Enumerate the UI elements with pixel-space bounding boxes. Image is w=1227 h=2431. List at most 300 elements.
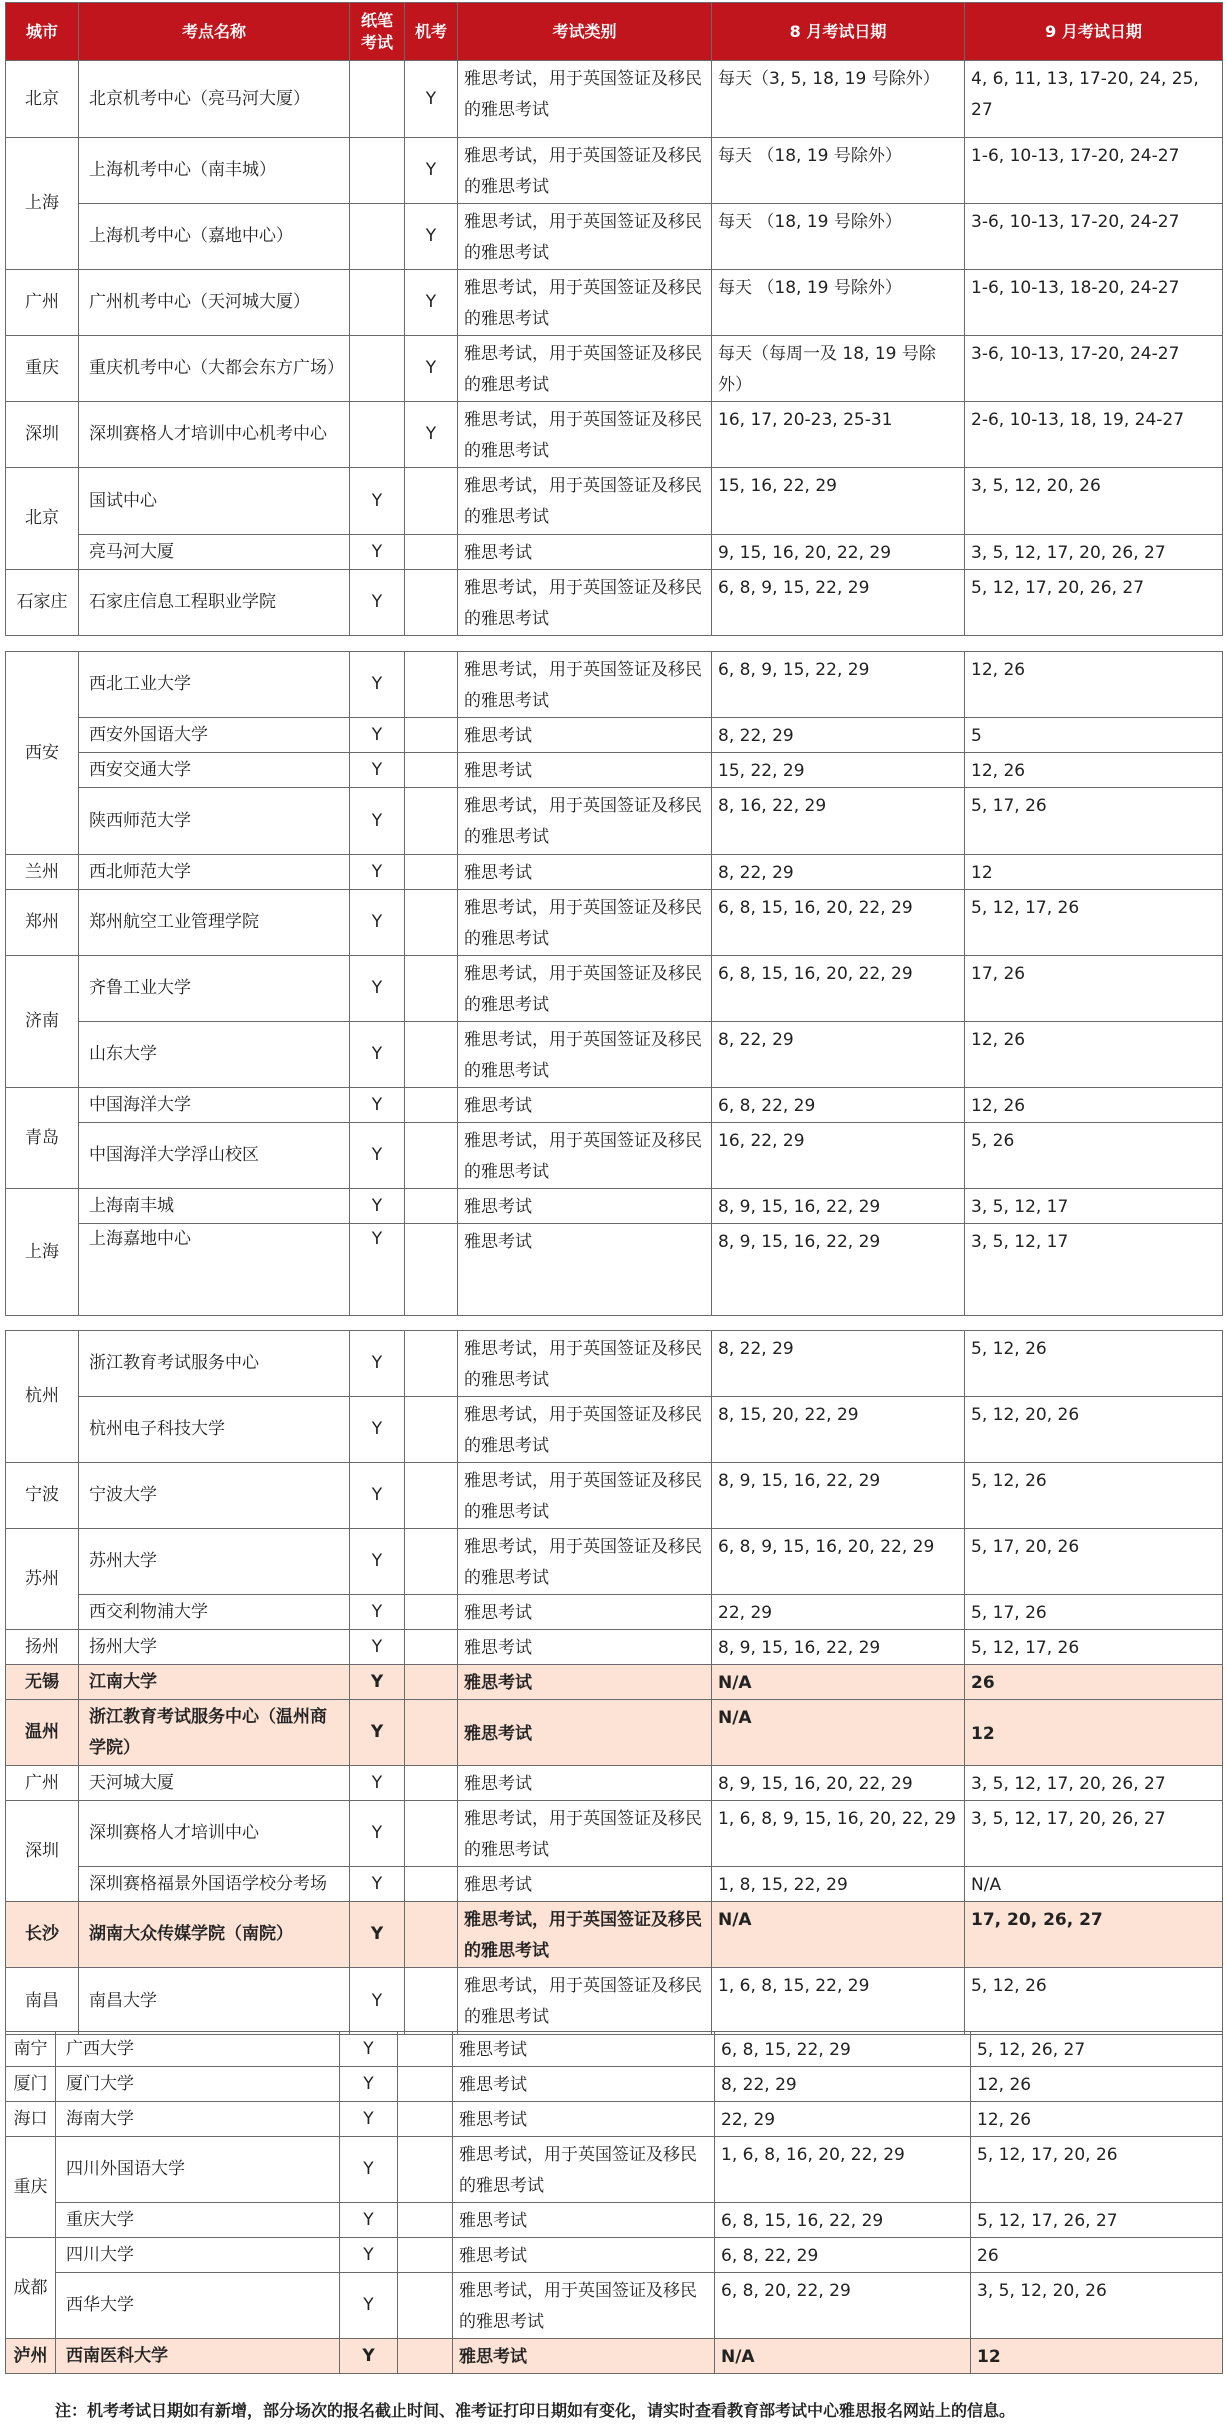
paper-cell: Y	[350, 1224, 405, 1316]
table-row	[6, 788, 1223, 855]
aug-cell: 每天（3, 5, 18, 19 号除外）	[712, 61, 965, 138]
type-cell: 雅思考试，用于英国签证及移民的雅思考试	[458, 1968, 712, 2035]
computer-cell	[405, 1902, 458, 1968]
paper-cell: Y	[350, 1968, 405, 2035]
paper-cell	[350, 204, 405, 270]
table-row	[6, 1801, 1223, 1867]
table-row	[6, 1463, 1223, 1529]
aug-cell: 8, 9, 15, 16, 22, 29	[712, 1463, 965, 1529]
sep-cell: 12, 26	[965, 1022, 1223, 1088]
paper-cell: Y	[350, 1397, 405, 1463]
computer-cell	[398, 2032, 453, 2067]
footnote: 注：机考考试日期如有新增，部分场次的报名截止时间、准考证打印日期如有变化，请实时查看教育部考试中心雅思报名网站上的信息。	[55, 2401, 1016, 2420]
table-row	[6, 1022, 1223, 1088]
city-cell: 青岛	[6, 1088, 79, 1189]
center-cell: 陕西师范大学	[79, 788, 350, 855]
aug-cell: N/A	[712, 1902, 965, 1968]
sep-cell: 26	[971, 2238, 1223, 2273]
paper-cell: Y	[350, 1867, 405, 1902]
center-cell: 江南大学	[79, 1665, 350, 1700]
table-row	[6, 1700, 1223, 1766]
city-cell: 北京	[6, 61, 79, 138]
table-row	[6, 1968, 1223, 2035]
header-city: 城市	[6, 3, 79, 61]
center-cell: 上海嘉地中心	[79, 1224, 350, 1316]
exam-table-block-1	[5, 2, 1222, 636]
table-row	[6, 1766, 1223, 1801]
city-cell: 厦门	[6, 2067, 56, 2102]
city-cell: 深圳	[6, 1801, 79, 1902]
computer-cell	[405, 1463, 458, 1529]
paper-cell: Y	[350, 855, 405, 890]
table-row	[6, 1665, 1223, 1700]
table-row	[6, 1189, 1223, 1224]
sep-cell: 5, 12, 17, 26	[965, 1630, 1223, 1665]
aug-cell: 8, 9, 15, 16, 22, 29	[712, 1224, 965, 1316]
center-cell: 中国海洋大学	[79, 1088, 350, 1123]
type-cell: 雅思考试	[458, 1088, 712, 1123]
type-cell: 雅思考试	[453, 2339, 715, 2374]
paper-cell: Y	[350, 1123, 405, 1189]
city-cell: 扬州	[6, 1630, 79, 1665]
type-cell: 雅思考试	[453, 2238, 715, 2273]
type-cell: 雅思考试	[458, 1700, 712, 1766]
sep-cell: 5, 12, 17, 26	[965, 890, 1223, 956]
center-cell: 扬州大学	[79, 1630, 350, 1665]
table-row	[6, 61, 1223, 138]
city-cell: 广州	[6, 270, 79, 336]
type-cell: 雅思考试	[458, 535, 712, 570]
center-cell: 石家庄信息工程职业学院	[79, 570, 350, 636]
center-cell: 西交利物浦大学	[79, 1595, 350, 1630]
center-cell: 深圳赛格人才培训中心	[79, 1801, 350, 1867]
computer-cell	[405, 788, 458, 855]
computer-cell	[405, 1801, 458, 1867]
computer-cell: Y	[405, 336, 458, 402]
city-cell: 宁波	[6, 1463, 79, 1529]
computer-cell	[405, 1123, 458, 1189]
center-cell: 西安外国语大学	[79, 718, 350, 753]
paper-cell: Y	[350, 718, 405, 753]
paper-cell: Y	[350, 956, 405, 1022]
computer-cell: Y	[405, 270, 458, 336]
city-cell: 济南	[6, 956, 79, 1088]
paper-cell: Y	[350, 1665, 405, 1700]
computer-cell: Y	[405, 204, 458, 270]
computer-cell	[405, 1665, 458, 1700]
type-cell: 雅思考试，用于英国签证及移民的雅思考试	[458, 788, 712, 855]
exam-table-block-2	[5, 651, 1222, 1316]
sep-cell: 12, 26	[965, 753, 1223, 788]
center-cell: 西南医科大学	[56, 2339, 340, 2374]
paper-cell: Y	[350, 1595, 405, 1630]
paper-cell	[350, 138, 405, 204]
paper-cell: Y	[350, 1022, 405, 1088]
computer-cell	[405, 1630, 458, 1665]
table-row	[6, 402, 1223, 468]
aug-cell: 8, 22, 29	[712, 718, 965, 753]
header-aug: 8 月考试日期	[712, 3, 965, 61]
center-cell: 深圳赛格福景外国语学校分考场	[79, 1867, 350, 1902]
paper-cell: Y	[350, 1529, 405, 1595]
sep-cell: 5, 17, 20, 26	[965, 1529, 1223, 1595]
paper-cell: Y	[350, 788, 405, 855]
aug-cell: 8, 9, 15, 16, 22, 29	[712, 1189, 965, 1224]
city-cell: 兰州	[6, 855, 79, 890]
paper-cell: Y	[350, 1088, 405, 1123]
center-cell: 国试中心	[79, 468, 350, 535]
aug-cell: 每天 （18, 19 号除外）	[712, 138, 965, 204]
table-row	[6, 2102, 1223, 2137]
aug-cell: 6, 8, 15, 16, 20, 22, 29	[712, 890, 965, 956]
type-cell: 雅思考试，用于英国签证及移民的雅思考试	[458, 1801, 712, 1867]
table-row	[6, 2067, 1223, 2102]
center-cell: 齐鲁工业大学	[79, 956, 350, 1022]
center-cell: 郑州航空工业管理学院	[79, 890, 350, 956]
type-cell: 雅思考试，用于英国签证及移民的雅思考试	[453, 2273, 715, 2339]
sep-cell: 12	[965, 855, 1223, 890]
type-cell: 雅思考试，用于英国签证及移民的雅思考试	[458, 270, 712, 336]
sep-cell: 3, 5, 12, 17, 20, 26, 27	[965, 1801, 1223, 1867]
aug-cell: 每天 （18, 19 号除外）	[712, 204, 965, 270]
type-cell: 雅思考试，用于英国签证及移民的雅思考试	[458, 402, 712, 468]
table-row	[6, 2339, 1223, 2374]
center-cell: 西华大学	[56, 2273, 340, 2339]
computer-cell: Y	[405, 61, 458, 138]
header-sep: 9 月考试日期	[965, 3, 1223, 61]
paper-cell: Y	[350, 1189, 405, 1224]
sep-cell: 26	[965, 1665, 1223, 1700]
sep-cell: 5, 12, 17, 26, 27	[971, 2203, 1223, 2238]
aug-cell: 6, 8, 22, 29	[715, 2238, 971, 2273]
sep-cell: 3, 5, 12, 17	[965, 1189, 1223, 1224]
computer-cell	[398, 2273, 453, 2339]
center-cell: 上海机考中心（南丰城）	[79, 138, 350, 204]
center-cell: 上海机考中心（嘉地中心）	[79, 204, 350, 270]
exam-table	[5, 1330, 1223, 2035]
paper-cell: Y	[350, 1902, 405, 1968]
aug-cell: 6, 8, 15, 22, 29	[715, 2032, 971, 2067]
city-cell: 郑州	[6, 890, 79, 956]
sep-cell: 3-6, 10-13, 17-20, 24-27	[965, 336, 1223, 402]
type-cell: 雅思考试	[458, 1630, 712, 1665]
aug-cell: 16, 17, 20-23, 25-31	[712, 402, 965, 468]
aug-cell: 8, 22, 29	[712, 855, 965, 890]
table-row	[6, 652, 1223, 718]
aug-cell: N/A	[712, 1665, 965, 1700]
computer-cell	[405, 1088, 458, 1123]
sep-cell: 3, 5, 12, 20, 26	[971, 2273, 1223, 2339]
paper-cell: Y	[350, 468, 405, 535]
paper-cell	[350, 336, 405, 402]
sep-cell: 3, 5, 12, 17	[965, 1224, 1223, 1316]
sep-cell: 12, 26	[965, 652, 1223, 718]
table-row	[6, 890, 1223, 956]
table-row	[6, 1902, 1223, 1968]
sep-cell: 3, 5, 12, 17, 20, 26, 27	[965, 1766, 1223, 1801]
paper-cell: Y	[350, 1331, 405, 1397]
table-row	[6, 855, 1223, 890]
sep-cell: 17, 26	[965, 956, 1223, 1022]
paper-cell	[350, 402, 405, 468]
header-center: 考点名称	[79, 3, 350, 61]
type-cell: 雅思考试	[453, 2102, 715, 2137]
paper-cell: Y	[350, 753, 405, 788]
computer-cell	[398, 2102, 453, 2137]
paper-cell: Y	[340, 2238, 398, 2273]
aug-cell: 8, 22, 29	[715, 2067, 971, 2102]
center-cell: 上海南丰城	[79, 1189, 350, 1224]
paper-cell: Y	[340, 2273, 398, 2339]
paper-cell: Y	[350, 570, 405, 636]
sep-cell: 12, 26	[971, 2102, 1223, 2137]
sep-cell: 3, 5, 12, 17, 20, 26, 27	[965, 535, 1223, 570]
computer-cell	[405, 1766, 458, 1801]
type-cell: 雅思考试	[458, 1867, 712, 1902]
sep-cell: N/A	[965, 1867, 1223, 1902]
city-cell: 北京	[6, 468, 79, 570]
table-row	[6, 1224, 1223, 1316]
paper-cell	[350, 61, 405, 138]
sep-cell: 5, 17, 26	[965, 1595, 1223, 1630]
sep-cell: 1-6, 10-13, 18-20, 24-27	[965, 270, 1223, 336]
center-cell: 西安交通大学	[79, 753, 350, 788]
paper-cell: Y	[350, 652, 405, 718]
paper-cell: Y	[350, 1766, 405, 1801]
computer-cell	[405, 570, 458, 636]
type-cell: 雅思考试	[458, 1189, 712, 1224]
type-cell: 雅思考试	[453, 2203, 715, 2238]
aug-cell: 8, 15, 20, 22, 29	[712, 1397, 965, 1463]
type-cell: 雅思考试	[453, 2067, 715, 2102]
city-cell: 广州	[6, 1766, 79, 1801]
type-cell: 雅思考试，用于英国签证及移民的雅思考试	[458, 61, 712, 138]
type-cell: 雅思考试，用于英国签证及移民的雅思考试	[458, 468, 712, 535]
center-cell: 广州机考中心（天河城大厦）	[79, 270, 350, 336]
center-cell: 山东大学	[79, 1022, 350, 1088]
aug-cell: 6, 8, 22, 29	[712, 1088, 965, 1123]
aug-cell: 1, 6, 8, 16, 20, 22, 29	[715, 2137, 971, 2203]
sep-cell: 4, 6, 11, 13, 17-20, 24, 25, 27	[965, 61, 1223, 138]
type-cell: 雅思考试	[458, 1766, 712, 1801]
center-cell: 四川外国语大学	[56, 2137, 340, 2203]
city-cell: 西安	[6, 652, 79, 855]
computer-cell	[405, 956, 458, 1022]
center-cell: 浙江教育考试服务中心（温州商学院）	[79, 1700, 350, 1766]
computer-cell	[405, 1331, 458, 1397]
aug-cell: 6, 8, 9, 15, 22, 29	[712, 652, 965, 718]
city-cell: 深圳	[6, 402, 79, 468]
city-cell: 成都	[6, 2238, 56, 2339]
type-cell: 雅思考试	[458, 753, 712, 788]
computer-cell	[398, 2339, 453, 2374]
type-cell: 雅思考试，用于英国签证及移民的雅思考试	[458, 652, 712, 718]
table-row	[6, 956, 1223, 1022]
center-cell: 海南大学	[56, 2102, 340, 2137]
aug-cell: N/A	[712, 1700, 965, 1766]
table-row	[6, 570, 1223, 636]
computer-cell	[405, 1700, 458, 1766]
type-cell: 雅思考试	[458, 1224, 712, 1316]
computer-cell	[398, 2067, 453, 2102]
computer-cell	[405, 718, 458, 753]
aug-cell: 1, 6, 8, 15, 22, 29	[712, 1968, 965, 2035]
exam-table	[5, 2031, 1223, 2374]
computer-cell	[398, 2203, 453, 2238]
table-row	[6, 753, 1223, 788]
computer-cell	[405, 890, 458, 956]
center-cell: 四川大学	[56, 2238, 340, 2273]
exam-table	[5, 651, 1223, 1316]
table-row	[6, 1630, 1223, 1665]
type-cell: 雅思考试，用于英国签证及移民的雅思考试	[458, 138, 712, 204]
type-cell: 雅思考试，用于英国签证及移民的雅思考试	[458, 1529, 712, 1595]
sep-cell: 5, 12, 26	[965, 1331, 1223, 1397]
sep-cell: 12, 26	[965, 1088, 1223, 1123]
center-cell: 亮马河大厦	[79, 535, 350, 570]
sep-cell: 5, 12, 17, 20, 26, 27	[965, 570, 1223, 636]
center-cell: 北京机考中心（亮马河大厦）	[79, 61, 350, 138]
table-row	[6, 204, 1223, 270]
city-cell: 杭州	[6, 1331, 79, 1463]
city-cell: 温州	[6, 1700, 79, 1766]
type-cell: 雅思考试，用于英国签证及移民的雅思考试	[458, 1331, 712, 1397]
aug-cell: 8, 22, 29	[712, 1022, 965, 1088]
table-row	[6, 718, 1223, 753]
paper-cell: Y	[350, 535, 405, 570]
aug-cell: 6, 8, 9, 15, 22, 29	[712, 570, 965, 636]
table-row	[6, 270, 1223, 336]
type-cell: 雅思考试	[458, 855, 712, 890]
sep-cell: 12, 26	[971, 2067, 1223, 2102]
sep-cell: 5	[965, 718, 1223, 753]
city-cell: 石家庄	[6, 570, 79, 636]
exam-table-block-3	[5, 1330, 1222, 2035]
aug-cell: 6, 8, 9, 15, 16, 20, 22, 29	[712, 1529, 965, 1595]
sep-cell: 5, 17, 26	[965, 788, 1223, 855]
aug-cell: 每天（每周一及 18, 19 号除外）	[712, 336, 965, 402]
city-cell: 无锡	[6, 1665, 79, 1700]
city-cell: 上海	[6, 138, 79, 270]
center-cell: 南昌大学	[79, 1968, 350, 2035]
type-cell: 雅思考试，用于英国签证及移民的雅思考试	[458, 956, 712, 1022]
aug-cell: 8, 9, 15, 16, 22, 29	[712, 1630, 965, 1665]
type-cell: 雅思考试，用于英国签证及移民的雅思考试	[458, 1022, 712, 1088]
aug-cell: N/A	[715, 2339, 971, 2374]
exam-table	[5, 2, 1223, 636]
center-cell: 西北师范大学	[79, 855, 350, 890]
computer-cell: Y	[405, 138, 458, 204]
table-row	[6, 336, 1223, 402]
aug-cell: 6, 8, 20, 22, 29	[715, 2273, 971, 2339]
computer-cell	[405, 652, 458, 718]
table-row	[6, 1123, 1223, 1189]
type-cell: 雅思考试，用于英国签证及移民的雅思考试	[458, 1463, 712, 1529]
aug-cell: 15, 22, 29	[712, 753, 965, 788]
center-cell: 广西大学	[56, 2032, 340, 2067]
sep-cell: 5, 12, 17, 20, 26	[971, 2137, 1223, 2203]
computer-cell	[405, 535, 458, 570]
center-cell: 厦门大学	[56, 2067, 340, 2102]
sep-cell: 3-6, 10-13, 17-20, 24-27	[965, 204, 1223, 270]
computer-cell	[398, 2238, 453, 2273]
center-cell: 深圳赛格人才培训中心机考中心	[79, 402, 350, 468]
type-cell: 雅思考试，用于英国签证及移民的雅思考试	[453, 2137, 715, 2203]
aug-cell: 6, 8, 15, 16, 20, 22, 29	[712, 956, 965, 1022]
center-cell: 重庆大学	[56, 2203, 340, 2238]
computer-cell	[405, 1968, 458, 2035]
type-cell: 雅思考试，用于英国签证及移民的雅思考试	[458, 1397, 712, 1463]
header-row	[6, 3, 1223, 61]
sep-cell: 12	[971, 2339, 1223, 2374]
paper-cell: Y	[350, 1630, 405, 1665]
sep-cell: 3, 5, 12, 20, 26	[965, 468, 1223, 535]
paper-cell: Y	[340, 2102, 398, 2137]
city-cell: 长沙	[6, 1902, 79, 1968]
center-cell: 西北工业大学	[79, 652, 350, 718]
table-row	[6, 2238, 1223, 2273]
paper-cell: Y	[350, 1463, 405, 1529]
computer-cell	[405, 1022, 458, 1088]
city-cell: 海口	[6, 2102, 56, 2137]
header-type: 考试类别	[458, 3, 712, 61]
center-cell: 浙江教育考试服务中心	[79, 1331, 350, 1397]
sep-cell: 5, 12, 26, 27	[971, 2032, 1223, 2067]
aug-cell: 1, 6, 8, 9, 15, 16, 20, 22, 29	[712, 1801, 965, 1867]
exam-table-block-4	[5, 2031, 1222, 2374]
computer-cell	[398, 2137, 453, 2203]
table-row	[6, 2137, 1223, 2203]
paper-cell: Y	[350, 890, 405, 956]
center-cell: 重庆机考中心（大都会东方广场）	[79, 336, 350, 402]
type-cell: 雅思考试	[458, 1595, 712, 1630]
city-cell: 泸州	[6, 2339, 56, 2374]
table-row	[6, 1088, 1223, 1123]
computer-cell	[405, 468, 458, 535]
table-row	[6, 1867, 1223, 1902]
aug-cell: 15, 16, 22, 29	[712, 468, 965, 535]
type-cell: 雅思考试	[458, 1665, 712, 1700]
aug-cell: 8, 22, 29	[712, 1331, 965, 1397]
center-cell: 苏州大学	[79, 1529, 350, 1595]
type-cell: 雅思考试	[458, 718, 712, 753]
center-cell: 湖南大众传媒学院（南院）	[79, 1902, 350, 1968]
paper-cell	[350, 270, 405, 336]
computer-cell	[405, 1867, 458, 1902]
city-cell: 重庆	[6, 2137, 56, 2238]
aug-cell: 22, 29	[712, 1595, 965, 1630]
table-row	[6, 2203, 1223, 2238]
table-row	[6, 2032, 1223, 2067]
computer-cell	[405, 855, 458, 890]
table-row	[6, 468, 1223, 535]
aug-cell: 16, 22, 29	[712, 1123, 965, 1189]
aug-cell: 6, 8, 15, 16, 22, 29	[715, 2203, 971, 2238]
type-cell: 雅思考试，用于英国签证及移民的雅思考试	[458, 570, 712, 636]
city-cell: 上海	[6, 1189, 79, 1316]
center-cell: 宁波大学	[79, 1463, 350, 1529]
computer-cell	[405, 753, 458, 788]
sep-cell: 5, 26	[965, 1123, 1223, 1189]
aug-cell: 8, 16, 22, 29	[712, 788, 965, 855]
paper-cell: Y	[340, 2137, 398, 2203]
aug-cell: 每天 （18, 19 号除外）	[712, 270, 965, 336]
type-cell: 雅思考试，用于英国签证及移民的雅思考试	[458, 890, 712, 956]
sep-cell: 2-6, 10-13, 18, 19, 24-27	[965, 402, 1223, 468]
sep-cell: 1-6, 10-13, 17-20, 24-27	[965, 138, 1223, 204]
aug-cell: 22, 29	[715, 2102, 971, 2137]
center-cell: 杭州电子科技大学	[79, 1397, 350, 1463]
